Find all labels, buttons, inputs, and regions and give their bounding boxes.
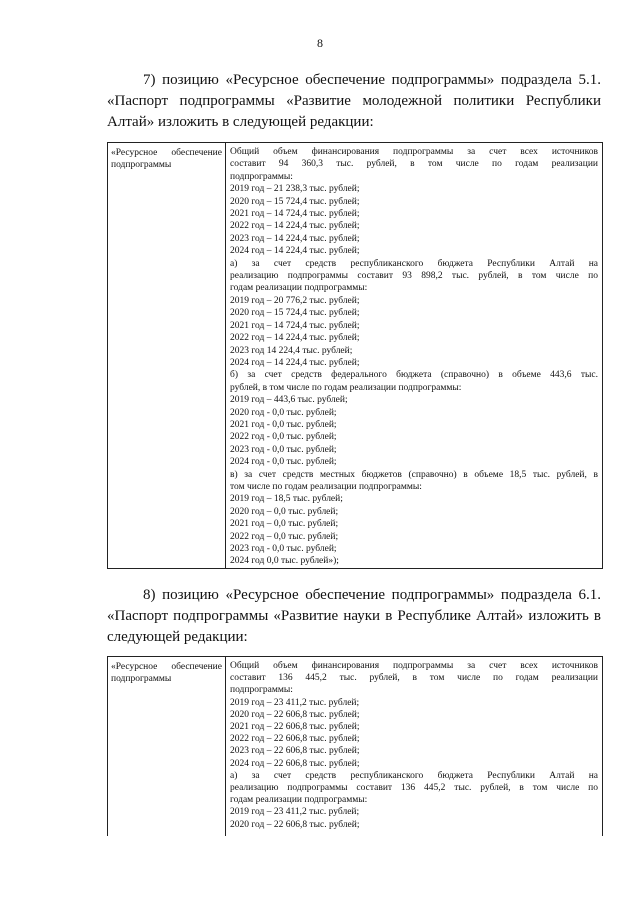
table-text-line: 2021 год – 14 724,4 тыс. рублей;: [230, 209, 360, 220]
table-text-line: 2019 год – 443,6 тыс. рублей;: [230, 395, 348, 406]
table-text-line: том числе по годам реализации подпрограммы:: [230, 481, 422, 492]
table-text-line: 2023 год - 0,0 тыс. рублей;: [230, 444, 337, 455]
table-text-line: 2023 год – 22 606,8 тыс. рублей;: [230, 746, 360, 757]
paragraph-line: 8) позицию «Ресурсное обеспечение подпрограммы» подраздела 6.1.: [143, 587, 601, 603]
table-text-line: подпрограммы:: [230, 685, 293, 696]
table-text-line: рублей, в том числе по годам реализации подпрограммы:: [230, 382, 462, 393]
table-content-cell: [226, 143, 602, 568]
table-text-line: 2022 год – 14 224,4 тыс. рублей;: [230, 221, 360, 232]
table-text-line: 2020 год – 22 606,8 тыс. рублей;: [230, 709, 360, 720]
table-text-line: 2020 год – 0,0 тыс. рублей;: [230, 506, 339, 517]
table-text-line: составит 94 360,3 тыс. рублей, в том числе по годам реализации: [230, 159, 598, 170]
table-text-line: 2024 год – 14 224,4 тыс. рублей;: [230, 357, 360, 368]
page-number: 8: [317, 36, 323, 50]
paragraph-item-8: [107, 585, 601, 648]
table-label-cell: [108, 657, 226, 836]
table-text-line: реализацию подпрограммы составит 136 445,2 тыс. рублей, в том числе по: [230, 783, 598, 794]
table-label-line: «Ресурсное обеспечение: [111, 148, 222, 158]
table-text-line: 2023 год 14 224,4 тыс. рублей;: [230, 345, 353, 356]
table-text-line: 2019 год – 20 776,2 тыс. рублей;: [230, 295, 360, 306]
table-text-line: 2021 год – 14 724,4 тыс. рублей;: [230, 320, 360, 331]
table-text-line: 2022 год – 22 606,8 тыс. рублей;: [230, 734, 360, 745]
paragraph-item-7: [107, 70, 601, 133]
resource-table-science: [107, 656, 603, 836]
paragraph-line: Алтай» изложить в следующей редакции:: [107, 114, 374, 130]
table-text-line: 2024 год – 14 224,4 тыс. рублей;: [230, 246, 360, 257]
paragraph-line: 7) позицию «Ресурсное обеспечение подпрограммы» подраздела 5.1.: [143, 72, 601, 88]
table-text-line: Общий объем финансирования подпрограммы за счет всех источников: [230, 147, 598, 157]
table-text-line: 2023 год - 0,0 тыс. рублей;: [230, 544, 337, 554]
table-text-line: 2024 год - 0,0 тыс. рублей;: [230, 457, 337, 468]
table-text-line: 2020 год – 15 724,4 тыс. рублей;: [230, 196, 360, 207]
table-text-line: 2020 год – 22 606,8 тыс. рублей;: [230, 819, 360, 830]
table-text-line: 2019 год – 23 411,2 тыс. рублей;: [230, 807, 360, 818]
table-text-line: а) за счет средств республиканского бюджета Республики Алтай на: [230, 258, 598, 269]
table-text-line: 2023 год – 14 224,4 тыс. рублей;: [230, 233, 360, 244]
table-text-line: годам реализации подпрограммы:: [230, 795, 368, 806]
table-content-cell: [226, 657, 602, 836]
table-text-line: 2022 год - 0,0 тыс. рублей;: [230, 432, 337, 443]
table-text-line: 2019 год – 21 238,3 тыс. рублей;: [230, 184, 360, 195]
table-label-line: «Ресурсное обеспечение: [111, 662, 222, 672]
table-text-line: в) за счет средств местных бюджетов (справочно) в объеме 18,5 тыс. рублей, в: [230, 469, 598, 480]
table-label-line: подпрограммы: [111, 674, 172, 684]
table-text-line: подпрограммы:: [230, 171, 293, 182]
table-label-cell: [108, 143, 226, 568]
table-text-line: составит 136 445,2 тыс. рублей, в том числе по годам реализации: [230, 673, 598, 684]
table-text-line: 2021 год – 0,0 тыс. рублей;: [230, 519, 339, 530]
table-text-line: 2022 год – 0,0 тыс. рублей;: [230, 531, 339, 542]
paragraph-line: «Паспорт подпрограммы «Развитие молодежной политики Республики: [107, 93, 601, 109]
table-text-line: 2019 год – 18,5 тыс. рублей;: [230, 494, 343, 505]
resource-table-youth-policy: [107, 142, 603, 569]
table-text-line: 2024 год – 22 606,8 тыс. рублей;: [230, 758, 360, 769]
table-text-line: годам реализации подпрограммы:: [230, 283, 368, 294]
table-text-line: Общий объем финансирования подпрограммы за счет всех источников: [230, 661, 598, 671]
table-text-line: а) за счет средств республиканского бюджета Республики Алтай на: [230, 770, 598, 781]
table-text-line: 2019 год – 23 411,2 тыс. рублей;: [230, 697, 360, 708]
paragraph-line: следующей редакции:: [107, 629, 248, 645]
table-text-line: 2021 год – 22 606,8 тыс. рублей;: [230, 722, 360, 733]
paragraph-line: «Паспорт подпрограммы «Развитие науки в Республике Алтай» изложить в: [107, 608, 601, 624]
table-text-line: 2020 год – 15 724,4 тыс. рублей;: [230, 308, 360, 319]
table-text-line: 2024 год 0,0 тыс. рублей»);: [230, 556, 339, 567]
table-text-line: реализацию подпрограммы составит 93 898,2 тыс. рублей, в том числе по: [230, 271, 598, 282]
table-text-line: б) за счет средств федерального бюджета (справочно) в объеме 443,6 тыс.: [230, 370, 598, 381]
table-text-line: 2020 год - 0,0 тыс. рублей;: [230, 407, 337, 418]
table-label-line: подпрограммы: [111, 160, 172, 170]
table-text-line: 2022 год – 14 224,4 тыс. рублей;: [230, 333, 360, 344]
table-text-line: 2021 год - 0,0 тыс. рублей;: [230, 419, 337, 430]
